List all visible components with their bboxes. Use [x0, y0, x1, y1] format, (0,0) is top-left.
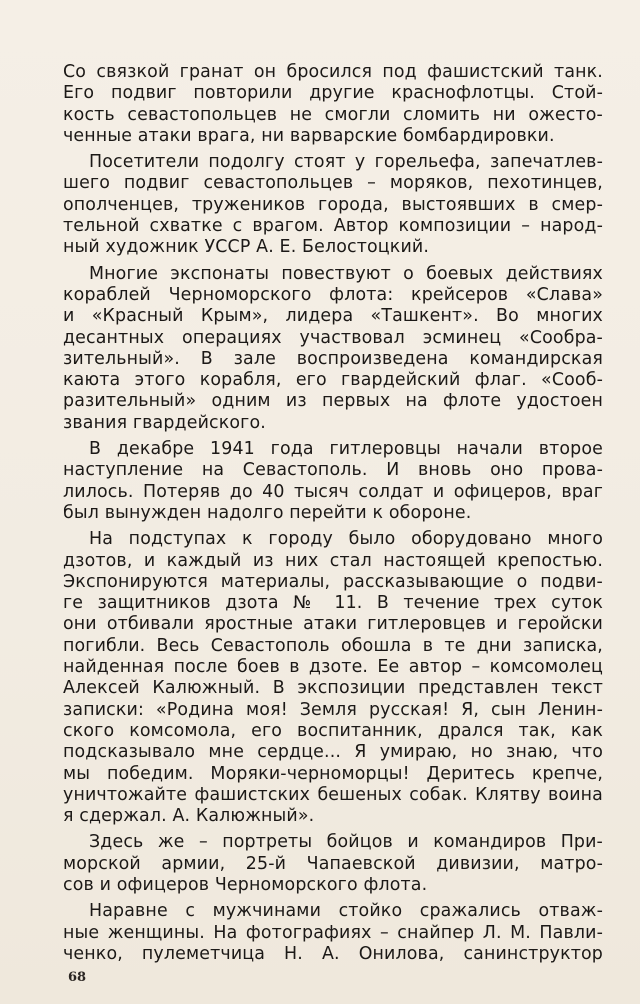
text-line: ный художник УССР А. Е. Белостоцкий. [63, 237, 430, 258]
text-line: В декабре 1941 года гитлеровцы начали второе [89, 439, 603, 460]
text-line: десантных операциях участвовал эсминец «Сообра- [63, 327, 603, 348]
paragraph [63, 264, 603, 434]
text-line: и «Красный Крым», лидера «Ташкент». Во многих [63, 306, 603, 327]
text-line: кораблей Черноморского флота: крейсеров «Слава» [63, 284, 603, 305]
paragraph [63, 152, 603, 258]
text-line: шего подвиг севастопольцев – моряков, пехотинцев, [63, 173, 603, 194]
text-line: Алексей Калюжный. В экспозиции представлен текст [63, 678, 603, 699]
text-line: морской армии, 25-й Чапаевской дивизии, матро- [63, 853, 603, 874]
text-line: мы победим. Моряки-черноморцы! Деритесь крепче, [63, 763, 603, 784]
text-line: Наравне с мужчинами стойко сражались отваж- [89, 901, 603, 922]
paragraph [63, 439, 603, 524]
paragraph [63, 832, 603, 896]
text-line: каюта этого корабля, его гвардейский флаг. «Сооб- [63, 370, 603, 391]
text-line: разительный» одним из первых на флоте удостоен [63, 391, 603, 412]
text-line: тельной схватке с врагом. Автор композиции – народ- [63, 216, 603, 237]
body-text [63, 62, 603, 965]
text-line: лилось. Потеряв до 40 тысяч солдат и офицеров, враг [63, 481, 603, 502]
page-number: 68 [68, 970, 87, 985]
text-line: кость севастопольцев не смогли сломить ни ожесто- [63, 104, 603, 125]
text-line: Здесь же – портреты бойцов и командиров При- [89, 832, 603, 853]
text-line: записки: «Родина моя! Земля русская! Я, сын Ленин- [63, 699, 603, 720]
text-line: Посетители подолгу стоят у горельефа, запечатлев- [89, 152, 603, 173]
text-line: ге защитников дзота № 11. В течение трех суток [63, 593, 603, 614]
text-line: сов и офицеров Черноморского флота. [63, 874, 428, 895]
text-line: зительный». В зале воспроизведена командирская [63, 348, 603, 369]
text-line: звания гвардейского. [63, 412, 266, 433]
text-line: они отбивали яростные атаки гитлеровцев и геройски [63, 614, 603, 635]
text-line: был вынужден надолго перейти к обороне. [63, 502, 472, 523]
text-line: Его подвиг повторили другие краснофлотцы. Стой- [63, 83, 603, 104]
text-line: Экспонируются материалы, рассказывающие о подви- [63, 571, 603, 592]
text-line: ные женщины. На фотографиях – снайпер Л. М. Павли- [63, 922, 603, 943]
text-line: На подступах к городу было оборудовано много [89, 529, 603, 550]
text-line: ченные атаки врага, ни варварские бомбардировки. [63, 125, 555, 146]
text-line: подсказывало мне сердце... Я умираю, но знаю, что [63, 742, 603, 763]
paragraph [63, 529, 603, 827]
text-line: дзотов, и каждый из них стал настоящей крепостью. [63, 550, 603, 571]
text-line: ского комсомола, его воспитанник, дрался так, как [63, 720, 603, 741]
text-line: я сдержал. А. Калюжный». [63, 806, 315, 827]
text-line: Со связкой гранат он бросился под фашистский танк. [63, 62, 603, 82]
text-line: погибли. Весь Севастополь обошла в те дни записка, [63, 635, 603, 656]
text-line: найденная после боев в дзоте. Ее автор – комсомолец [63, 657, 603, 678]
text-line: Многие экспонаты повествуют о боевых действиях [89, 263, 603, 284]
text-line: уничтожайте фашистских бешеных собак. Клятву воина [63, 784, 603, 805]
text-line: наступление на Севастополь. И вновь оно прова- [63, 460, 603, 481]
paragraph [63, 901, 603, 965]
text-line: ополченцев, тружеников города, выстоявших в смер- [63, 194, 603, 215]
text-line: ченко, пулеметчица Н. А. Онилова, санинструктор [63, 943, 603, 964]
paragraph [63, 62, 603, 147]
